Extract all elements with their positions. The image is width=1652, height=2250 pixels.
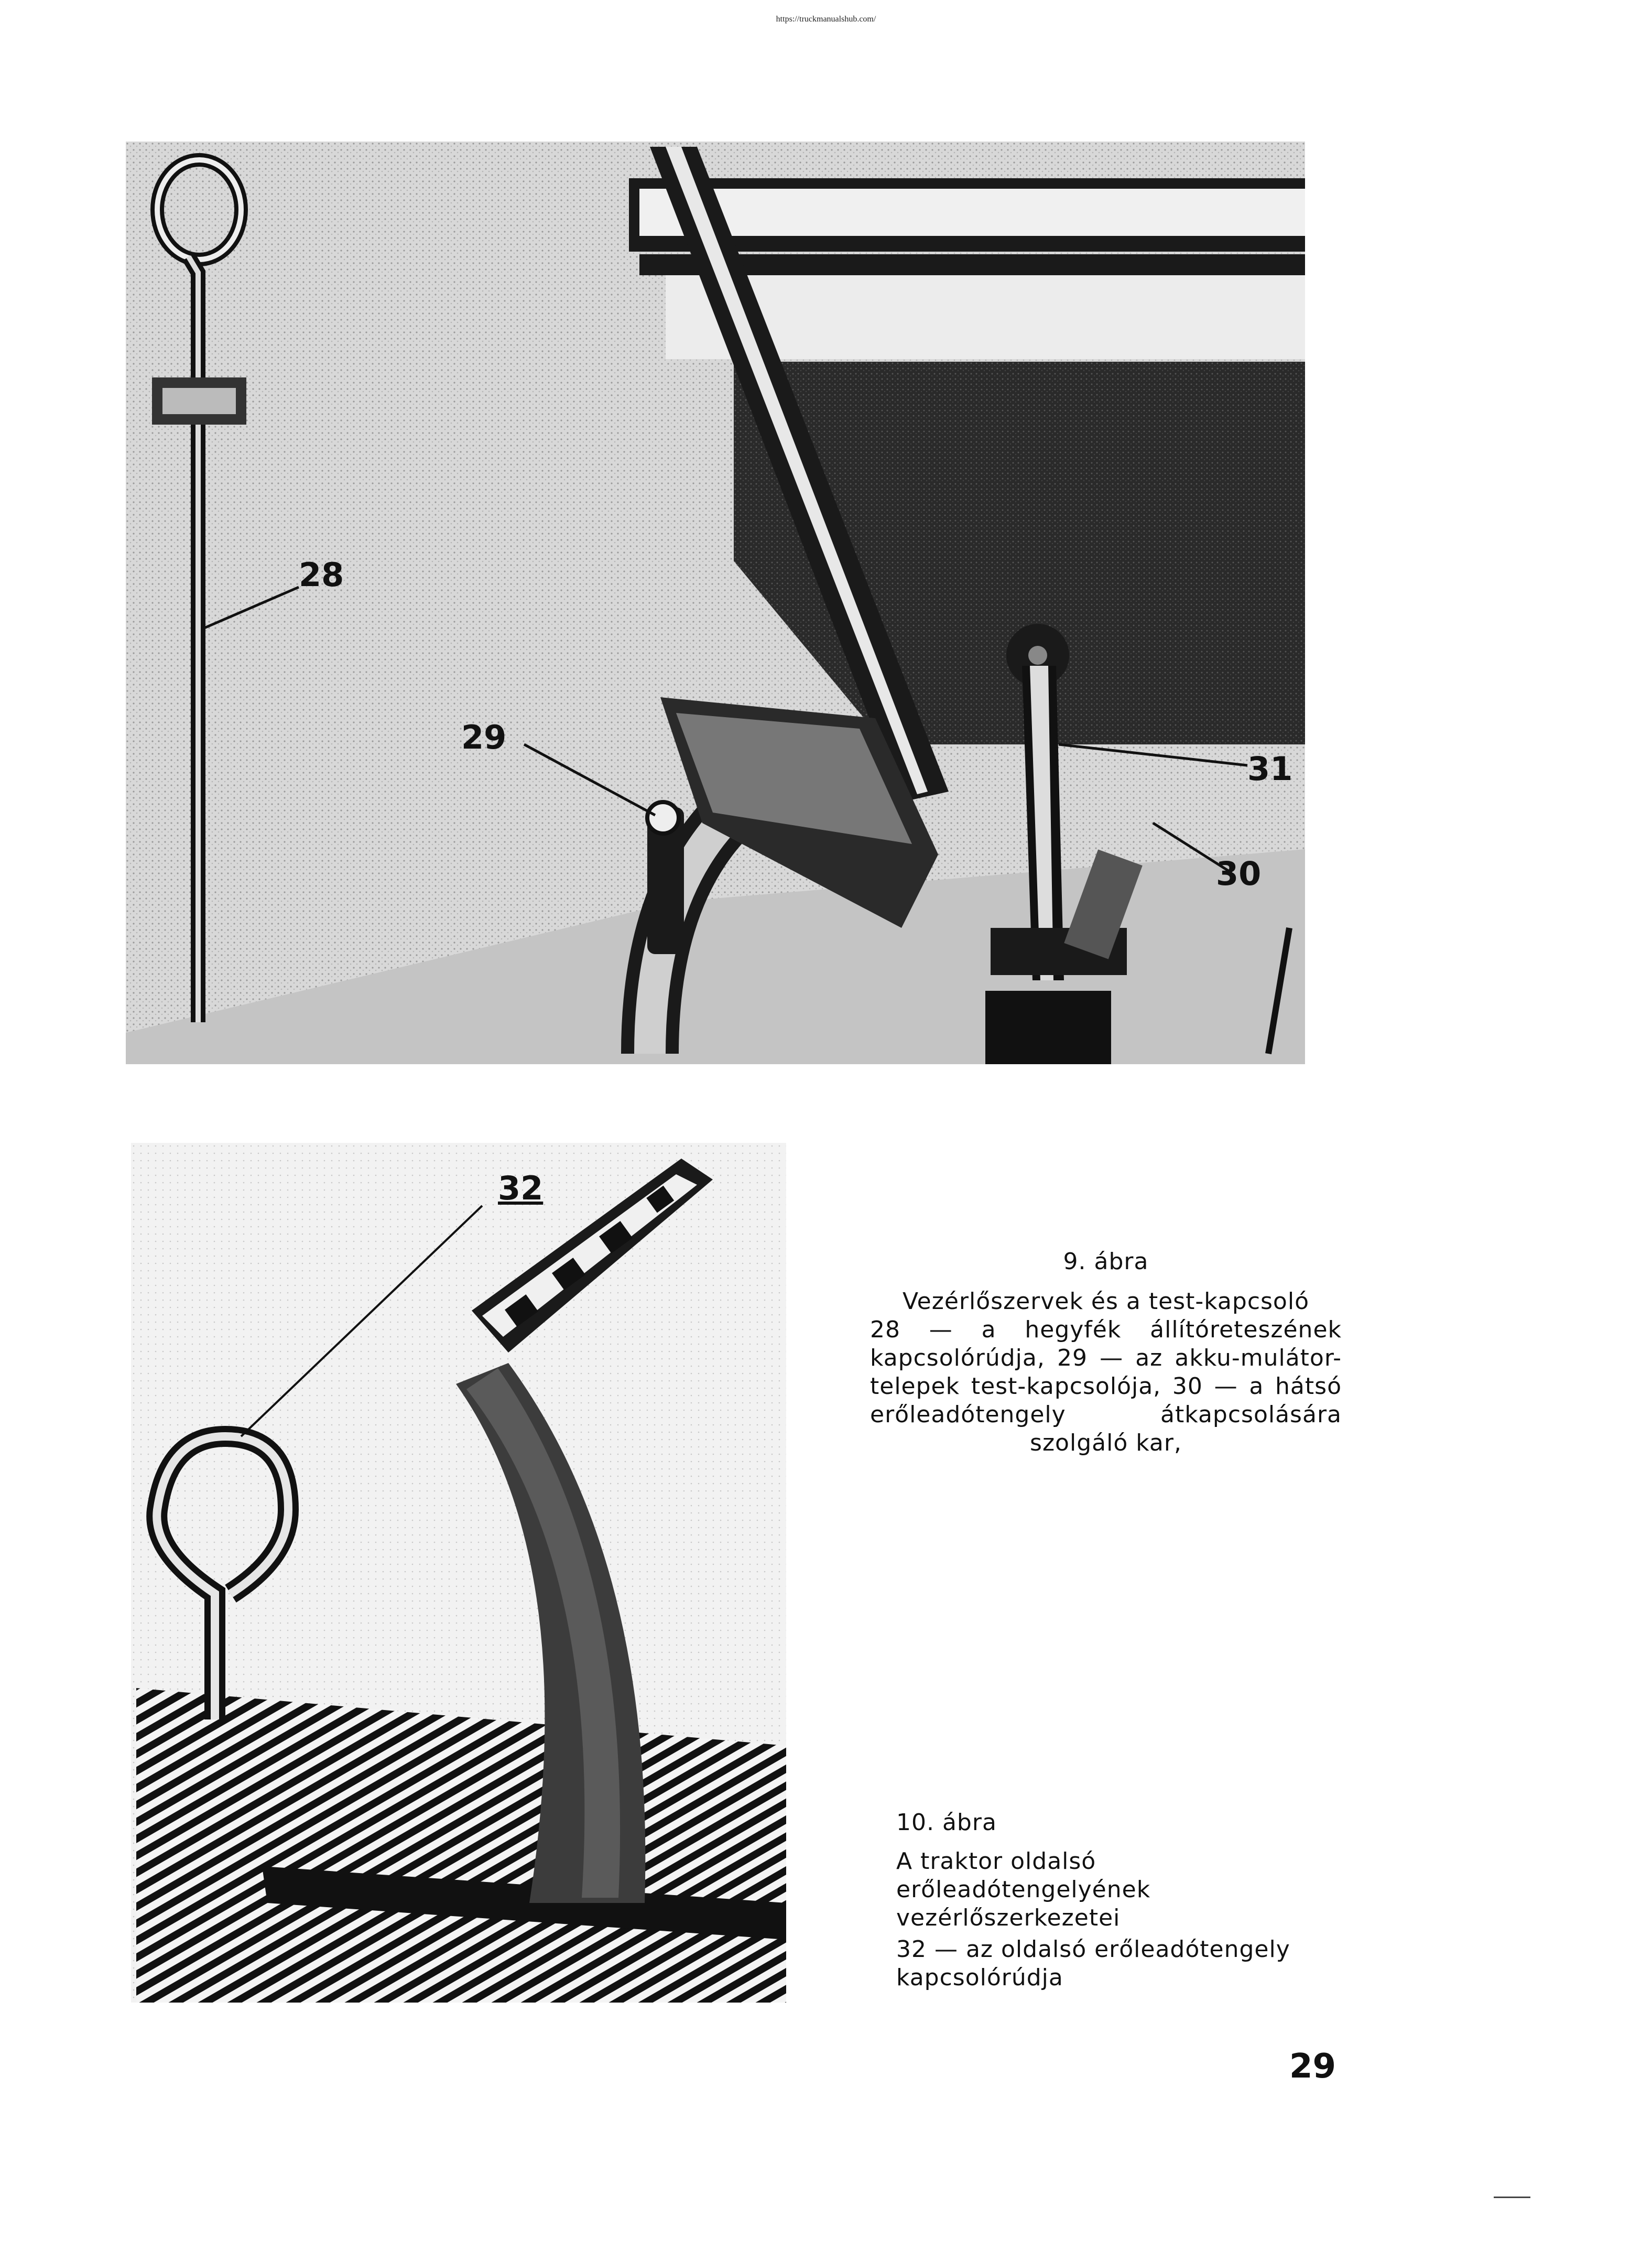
footer-rule	[1494, 2197, 1530, 2198]
figure-9-title: Vezérlőszervek és a test-kapcsoló	[903, 1288, 1309, 1315]
figure-10-number: 10. ábra	[896, 1809, 997, 1836]
battery-switch-29	[647, 802, 684, 954]
figure-10-photo	[131, 1143, 786, 2003]
callout-30: 30	[1216, 854, 1262, 893]
callout-32: 32	[498, 1169, 544, 1207]
figure-10-body: 32 — az oldalsó erőleadótengely kapcsolórúdja	[896, 1936, 1290, 1991]
callout-29: 29	[461, 718, 507, 756]
figure-10-title: A traktor oldalsó erőleadótengelyének vezérlőszerkezetei	[896, 1848, 1151, 1931]
figure-9-photo	[126, 142, 1305, 1064]
source-url: https://truckmanualshub.com/	[776, 15, 876, 24]
cab-frame-light	[639, 189, 1305, 236]
page-number: 29	[1289, 2047, 1336, 2086]
figure-9-caption	[870, 1248, 1342, 1457]
figure-9-number: 9. ábra	[1063, 1248, 1149, 1275]
callout-31: 31	[1247, 750, 1293, 788]
figure-10-caption	[896, 1809, 1368, 1992]
callout-28: 28	[299, 556, 344, 594]
figure-9-body: 28 — a hegyfék állítóreteszének kapcsolórúdja, 29 — az akku-mulátor-telepek test-kapcsolója, 30 — a hátsó erőleadótengely átkapcsolására szolgáló kar,	[870, 1316, 1342, 1456]
